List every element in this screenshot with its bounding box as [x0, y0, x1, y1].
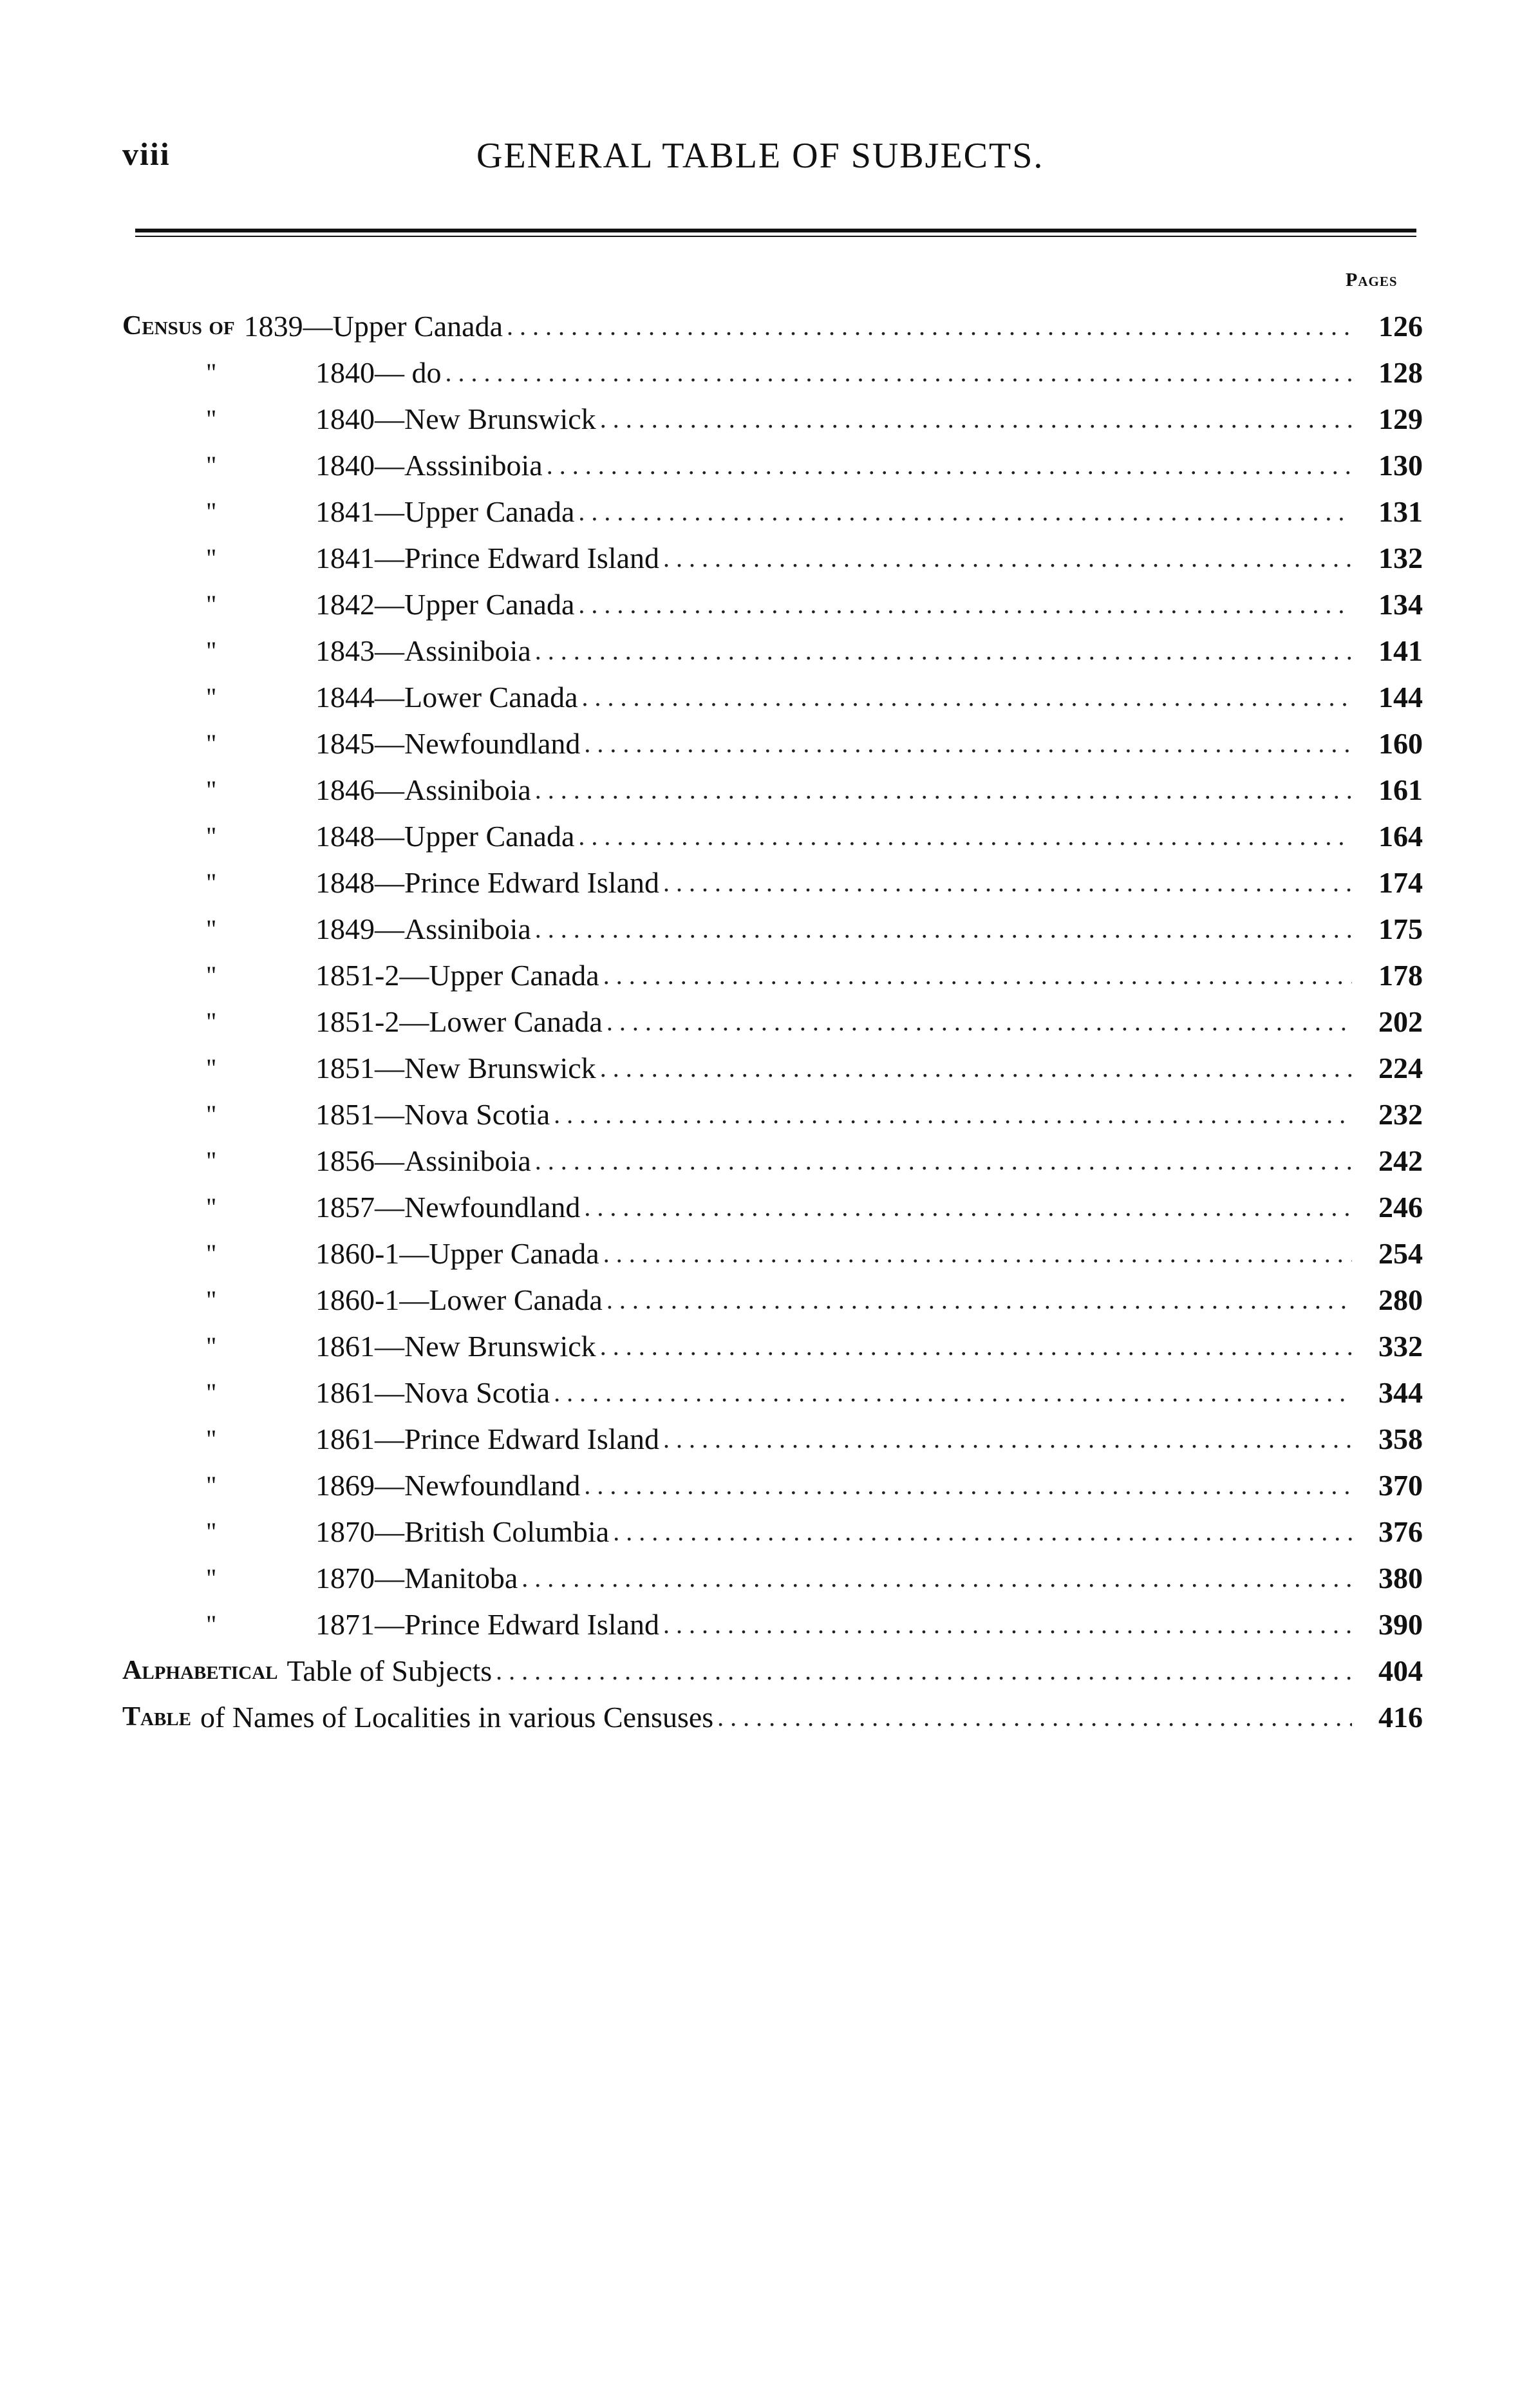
entry-lead: Alphabetical — [122, 1656, 278, 1685]
entry-page: 130 — [1378, 448, 1423, 482]
table-of-contents — [122, 303, 1423, 1740]
leader-dots — [600, 1331, 1352, 1361]
entry-title: 1860-1—Upper Canada — [315, 1236, 599, 1270]
ditto-mark: " — [206, 1609, 217, 1639]
toc-entry — [122, 720, 1423, 766]
entry-page: 134 — [1378, 587, 1423, 621]
toc-entry — [122, 488, 1423, 534]
entry-title: 1841—Prince Edward Island — [315, 541, 659, 574]
ditto-mark: " — [206, 1146, 217, 1175]
leader-dots — [554, 1099, 1352, 1130]
toc-entry — [122, 905, 1423, 952]
ditto-mark: " — [206, 1285, 217, 1314]
entry-title: 1857—Newfoundland — [315, 1190, 581, 1224]
entry-page: 358 — [1378, 1422, 1423, 1455]
entry-page: 175 — [1378, 912, 1423, 945]
leader-dots — [578, 589, 1352, 619]
entry-title: 1861—Prince Edward Island — [315, 1422, 659, 1455]
toc-entry — [122, 627, 1423, 674]
entry-title: 1851—New Brunswick — [315, 1051, 596, 1084]
toc-entry — [122, 1555, 1423, 1601]
toc-entry — [122, 1462, 1423, 1508]
toc-entry — [122, 581, 1423, 627]
ditto-mark: " — [206, 914, 217, 943]
toc-entry — [122, 813, 1423, 859]
entry-title: 1871—Prince Edward Island — [315, 1607, 659, 1641]
ditto-mark: " — [206, 867, 217, 897]
leader-dots — [663, 1609, 1352, 1640]
toc-entry — [122, 766, 1423, 813]
toc-entry — [122, 1045, 1423, 1091]
entry-page: 232 — [1378, 1097, 1423, 1131]
ditto-mark: " — [206, 1007, 217, 1036]
leader-dots — [613, 1517, 1352, 1547]
entry-page: 404 — [1378, 1654, 1423, 1687]
leader-dots — [600, 404, 1352, 434]
entry-page: 380 — [1378, 1561, 1423, 1594]
entry-title: Table of Subjects — [286, 1654, 493, 1687]
header-rule — [135, 229, 1416, 232]
entry-title: 1842—Upper Canada — [315, 587, 575, 621]
leader-dots — [521, 1563, 1352, 1593]
leader-dots — [535, 636, 1352, 666]
header-rule-thin — [135, 236, 1416, 237]
entry-page: 141 — [1378, 634, 1423, 667]
entry-title: of Names of Localities in various Censuses — [200, 1700, 714, 1734]
leader-dots — [606, 1007, 1352, 1037]
ditto-mark: " — [206, 1377, 217, 1407]
entry-title: 1840—Asssiniboia — [315, 448, 543, 482]
leader-dots — [584, 1470, 1352, 1500]
toc-entry — [122, 859, 1423, 905]
page-title: GENERAL TABLE OF SUBJECTS. — [476, 136, 1044, 176]
ditto-mark: " — [206, 1238, 217, 1268]
toc-entry — [122, 1091, 1423, 1137]
entry-title: 1851-2—Lower Canada — [315, 1005, 603, 1038]
toc-entry — [122, 998, 1423, 1045]
entry-page: 132 — [1378, 541, 1423, 574]
entry-page: 202 — [1378, 1005, 1423, 1038]
ditto-mark: " — [206, 1470, 217, 1500]
entry-page: 246 — [1378, 1190, 1423, 1224]
entry-page: 164 — [1378, 819, 1423, 853]
toc-entry — [122, 1508, 1423, 1555]
toc-entry — [122, 303, 1423, 349]
toc-entry — [122, 1230, 1423, 1276]
entry-page: 129 — [1378, 402, 1423, 435]
entry-page: 178 — [1378, 958, 1423, 992]
leader-dots — [578, 821, 1352, 851]
leader-dots — [582, 682, 1353, 712]
entry-title: 1840—New Brunswick — [315, 402, 596, 435]
ditto-mark: " — [206, 1192, 217, 1222]
entry-title: 1841—Upper Canada — [315, 495, 575, 528]
ditto-mark: " — [206, 357, 217, 387]
entry-title: 1870—Manitoba — [315, 1561, 518, 1594]
entry-title: 1869—Newfoundland — [315, 1468, 581, 1502]
toc-entry — [122, 1323, 1423, 1369]
ditto-mark: " — [206, 960, 217, 990]
ditto-mark: " — [206, 404, 217, 433]
ditto-mark: " — [206, 1517, 217, 1546]
entry-title: 1861—New Brunswick — [315, 1329, 596, 1363]
ditto-mark: " — [206, 543, 217, 572]
entry-title: 1856—Assiniboia — [315, 1144, 531, 1177]
entry-page: 242 — [1378, 1144, 1423, 1177]
leader-dots — [603, 1238, 1352, 1269]
leader-dots — [547, 450, 1352, 480]
entry-page: 416 — [1378, 1700, 1423, 1734]
entry-page: 332 — [1378, 1329, 1423, 1363]
entry-title: 1851—Nova Scotia — [315, 1097, 550, 1131]
entry-page: 254 — [1378, 1236, 1423, 1270]
ditto-mark: " — [206, 496, 217, 526]
entry-title: 1870—British Columbia — [315, 1515, 610, 1548]
entry-title: 1845—Newfoundland — [315, 726, 581, 760]
ditto-mark: " — [206, 636, 217, 665]
leader-dots — [600, 1053, 1352, 1083]
entry-page: 390 — [1378, 1607, 1423, 1641]
leader-dots — [663, 1424, 1352, 1454]
entry-page: 161 — [1378, 773, 1423, 806]
toc-entry-localities — [122, 1694, 1423, 1740]
leader-dots — [717, 1702, 1352, 1732]
ditto-mark: " — [206, 589, 217, 619]
ditto-mark: " — [206, 728, 217, 758]
leader-dots — [535, 914, 1352, 944]
toc-entry — [122, 349, 1423, 395]
entry-title: 1844—Lower Canada — [315, 680, 578, 714]
toc-entry — [122, 1369, 1423, 1415]
entry-page: 370 — [1378, 1468, 1423, 1502]
entry-page: 224 — [1378, 1051, 1423, 1084]
ditto-mark: " — [206, 775, 217, 804]
toc-entry — [122, 1184, 1423, 1230]
entry-page: 160 — [1378, 726, 1423, 760]
entry-title: 1846—Assiniboia — [315, 773, 531, 806]
entry-title: 1861—Nova Scotia — [315, 1376, 550, 1409]
entry-page: 131 — [1378, 495, 1423, 528]
toc-entry — [122, 952, 1423, 998]
entry-title: 1849—Assiniboia — [315, 912, 531, 945]
toc-entry — [122, 1276, 1423, 1323]
ditto-mark: " — [206, 1099, 217, 1129]
toc-entry — [122, 395, 1423, 442]
leader-dots — [554, 1377, 1352, 1408]
ditto-mark: " — [206, 450, 217, 480]
entry-page: 376 — [1378, 1515, 1423, 1548]
census-label: Census of — [122, 311, 235, 341]
entry-title: 1848—Prince Edward Island — [315, 865, 659, 899]
entry-page: 174 — [1378, 865, 1423, 899]
leader-dots — [507, 311, 1352, 341]
entry-page: 344 — [1378, 1376, 1423, 1409]
pages-column-heading: Pages — [1346, 269, 1398, 290]
leader-dots — [663, 867, 1352, 898]
leader-dots — [584, 728, 1352, 759]
leader-dots — [535, 775, 1352, 805]
ditto-mark: " — [206, 1563, 217, 1593]
entry-title: 1840— do — [315, 355, 442, 389]
toc-entry — [122, 1137, 1423, 1184]
toc-entry — [122, 1601, 1423, 1647]
entry-page: 126 — [1378, 309, 1423, 343]
entry-title: 1839—Upper Canada — [243, 309, 503, 343]
toc-entry — [122, 1415, 1423, 1462]
ditto-mark: " — [206, 1424, 217, 1453]
entry-title: 1843—Assiniboia — [315, 634, 531, 667]
ditto-mark: " — [206, 682, 217, 712]
leader-dots — [603, 960, 1352, 990]
leader-dots — [535, 1146, 1352, 1176]
ditto-mark: " — [206, 821, 217, 851]
leader-dots — [496, 1656, 1352, 1686]
leader-dots — [584, 1192, 1352, 1222]
entry-title: 1848—Upper Canada — [315, 819, 575, 853]
leader-dots — [446, 357, 1353, 388]
entry-page: 280 — [1378, 1283, 1423, 1316]
toc-entry-alphabetical — [122, 1647, 1423, 1694]
entry-title: 1851-2—Upper Canada — [315, 958, 599, 992]
leader-dots — [578, 496, 1352, 527]
entry-title: 1860-1—Lower Canada — [315, 1283, 603, 1316]
ditto-mark: " — [206, 1331, 217, 1361]
toc-entry — [122, 442, 1423, 488]
entry-page: 128 — [1378, 355, 1423, 389]
toc-entry — [122, 534, 1423, 581]
entry-page: 144 — [1378, 680, 1423, 714]
leader-dots — [606, 1285, 1352, 1315]
toc-entry — [122, 674, 1423, 720]
entry-lead: Table — [122, 1702, 191, 1732]
ditto-mark: " — [206, 1053, 217, 1083]
page-number: viii — [122, 136, 171, 172]
leader-dots — [663, 543, 1352, 573]
